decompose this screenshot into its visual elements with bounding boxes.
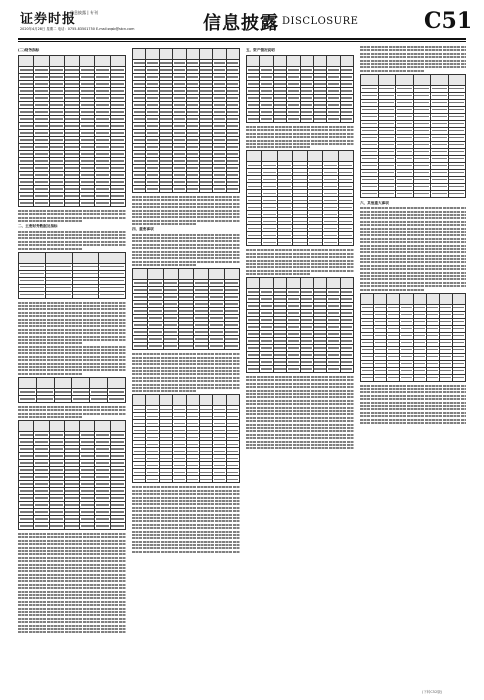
column-heading: 四、重要事项: [132, 227, 154, 232]
text-line: [18, 356, 126, 358]
text-line: [132, 497, 240, 499]
text-line: [18, 237, 126, 239]
text-line: [246, 437, 354, 439]
text-line: [246, 140, 354, 142]
text-line: [18, 587, 126, 589]
text-line: [360, 278, 466, 280]
text-line: [18, 621, 126, 623]
text-line: [18, 352, 126, 354]
text-line: [18, 332, 126, 334]
data-table: [360, 74, 466, 198]
text-line: [18, 543, 126, 545]
text-line: [246, 266, 354, 268]
text-line: [18, 553, 126, 555]
text-line: [18, 560, 126, 562]
text-line: [132, 220, 240, 222]
text-line: [360, 408, 466, 410]
text-line: [360, 422, 466, 424]
text-line: [132, 527, 240, 529]
text-line: [132, 203, 240, 205]
text-line: [246, 430, 354, 432]
financial-table: [18, 55, 126, 207]
masthead: [0, 0, 484, 44]
text-line: [132, 199, 240, 201]
text-line: [18, 308, 126, 310]
text-line: [360, 241, 466, 243]
text-line: [360, 265, 466, 267]
data-table: [18, 420, 126, 530]
text-line: [18, 359, 126, 361]
text-line: [132, 490, 240, 492]
text-line: [246, 403, 354, 405]
text-line: [246, 417, 354, 419]
text-line: [360, 228, 466, 230]
text-line: [18, 349, 126, 351]
text-line: [18, 604, 126, 606]
text-line: [246, 376, 354, 378]
text-line: [18, 611, 126, 613]
text-line: [246, 407, 354, 409]
text-line: [132, 384, 240, 386]
text-line: [18, 241, 126, 243]
text-line: [132, 234, 240, 236]
text-line: [360, 234, 466, 236]
text-line: [18, 315, 126, 317]
text-line: [132, 380, 240, 382]
text-line: [360, 60, 466, 62]
text-line: [18, 594, 126, 596]
text-line: [360, 391, 466, 393]
text-line: [18, 536, 126, 538]
data-table: [132, 268, 240, 350]
text-line: [18, 220, 83, 222]
text-line: [18, 213, 126, 215]
text-line: [132, 357, 240, 359]
text-line: [18, 416, 83, 418]
text-line: [18, 533, 126, 535]
text-line: [246, 383, 354, 385]
text-line: [132, 544, 240, 546]
text-line: [132, 244, 240, 246]
data-table: [246, 55, 354, 123]
text-line: [18, 570, 126, 572]
column-heading: 六、其他重大事项: [360, 200, 389, 205]
text-line: [360, 211, 466, 213]
text-line: [132, 507, 240, 509]
text-line: [360, 214, 466, 216]
text-line: [18, 336, 126, 338]
page-number: C51: [424, 8, 473, 34]
text-line: [360, 49, 466, 51]
data-table: [18, 377, 126, 403]
newspaper-logo: 证券时报: [20, 12, 77, 27]
text-line: [132, 520, 240, 522]
text-line: [18, 540, 126, 542]
text-line: [246, 441, 354, 443]
text-line: [246, 126, 354, 128]
text-line: [18, 366, 126, 368]
text-line: [360, 388, 466, 390]
text-line: [360, 221, 466, 223]
text-line: [132, 500, 240, 502]
text-line: [132, 223, 197, 225]
text-line: [18, 580, 126, 582]
text-line: [132, 373, 240, 375]
text-line: [360, 268, 466, 270]
text-line: [132, 493, 240, 495]
text-line: [18, 564, 126, 566]
text-line: [360, 405, 466, 407]
text-line: [132, 254, 240, 256]
text-line: [18, 631, 126, 633]
text-line: [18, 369, 126, 371]
text-line: [18, 231, 126, 233]
column-heading: (二)财务指标: [18, 48, 40, 52]
text-line: [246, 424, 354, 426]
text-line: [18, 319, 126, 321]
text-line: [18, 312, 126, 314]
column-3: [246, 46, 354, 686]
text-line: [132, 196, 240, 198]
data-table: [132, 394, 240, 483]
text-line: [18, 413, 126, 415]
text-line: [132, 541, 240, 543]
text-line: [132, 387, 240, 389]
text-line: [246, 256, 354, 258]
text-line: [18, 625, 126, 627]
text-line: [360, 289, 424, 291]
text-line: [132, 531, 240, 533]
text-line: [18, 217, 126, 219]
text-line: [18, 597, 126, 599]
text-line: [360, 53, 466, 55]
text-line: [246, 253, 354, 255]
text-line: [132, 261, 240, 263]
text-line: [18, 325, 126, 327]
data-table: [360, 293, 466, 382]
text-line: [18, 618, 126, 620]
masthead-rule: [18, 38, 466, 40]
text-line: [246, 444, 354, 446]
dateline: 2020年4月28日 星期二 电话：0755-83501750 E-mail:zqsb@stcn.com: [20, 27, 135, 31]
text-line: [132, 363, 240, 365]
text-line: [132, 370, 240, 372]
text-line: [132, 210, 240, 212]
text-line: [246, 263, 354, 265]
column-2: [132, 46, 240, 686]
text-line: [360, 46, 466, 48]
text-line: [132, 537, 240, 539]
text-line: [360, 224, 466, 226]
text-line: [18, 567, 126, 569]
section-title: 信息披露: [203, 13, 279, 34]
text-line: [18, 210, 126, 212]
text-line: [18, 574, 126, 576]
text-line: [246, 400, 354, 402]
continued-note: (下转C52版): [422, 690, 443, 694]
text-line: [132, 524, 240, 526]
text-line: [246, 249, 354, 251]
text-line: [18, 557, 126, 559]
text-line: [132, 206, 240, 208]
text-line: [246, 270, 354, 272]
masthead-rule-thin: [18, 41, 466, 42]
text-line: [18, 248, 83, 250]
data-table: [246, 150, 354, 246]
text-line: [18, 346, 126, 348]
text-line: [246, 133, 354, 135]
text-line: [246, 413, 354, 415]
text-line: [132, 367, 240, 369]
text-line: [18, 601, 126, 603]
text-line: [132, 390, 197, 392]
text-line: [246, 390, 354, 392]
text-line: [360, 402, 466, 404]
text-line: [246, 434, 354, 436]
text-line: [132, 251, 240, 253]
logo-subtitle: 信息披露 | 专刊: [70, 10, 98, 15]
text-line: [360, 398, 466, 400]
text-line: [360, 245, 466, 247]
text-line: [132, 216, 240, 218]
text-line: [246, 143, 354, 145]
text-line: [360, 70, 424, 72]
text-line: [360, 272, 466, 274]
text-line: [246, 136, 354, 138]
column-heading: 五、资产情况说明: [246, 48, 275, 52]
text-line: [132, 486, 240, 488]
text-line: [18, 305, 126, 307]
text-line: [360, 66, 466, 68]
text-line: [18, 302, 126, 304]
text-line: [246, 393, 354, 395]
text-line: [360, 419, 466, 421]
text-line: [246, 410, 354, 412]
text-line: [360, 282, 466, 284]
column-1: [18, 46, 126, 686]
text-line: [132, 237, 240, 239]
text-line: [246, 260, 354, 262]
text-line: [18, 608, 126, 610]
data-table: [18, 252, 126, 299]
text-line: [132, 547, 240, 549]
text-line: [360, 238, 466, 240]
text-line: [18, 329, 126, 331]
text-line: [360, 275, 466, 277]
section-title-english: DISCLOSURE: [282, 16, 359, 27]
data-table: [132, 48, 240, 193]
text-line: [132, 517, 240, 519]
column-4: [360, 46, 466, 686]
text-line: [360, 261, 466, 263]
text-line: [360, 251, 466, 253]
text-line: [18, 591, 126, 593]
text-line: [132, 377, 240, 379]
text-line: [18, 373, 83, 375]
text-line: [18, 547, 126, 549]
text-line: [360, 56, 466, 58]
text-line: [360, 285, 466, 287]
text-line: [360, 231, 466, 233]
text-line: [246, 273, 311, 275]
text-line: [18, 584, 126, 586]
text-line: [246, 386, 354, 388]
text-line: [246, 420, 354, 422]
text-line: [132, 264, 197, 266]
text-line: [360, 258, 466, 260]
text-line: [18, 577, 126, 579]
text-line: [246, 129, 354, 131]
text-line: [246, 447, 354, 449]
text-line: [360, 217, 466, 219]
text-line: [18, 342, 83, 344]
text-line: [360, 415, 466, 417]
column-heading: 二、主要财务数据及指标: [18, 224, 58, 229]
text-line: [132, 247, 240, 249]
text-line: [18, 339, 126, 341]
text-line: [360, 255, 466, 257]
text-line: [18, 614, 126, 616]
text-line: [18, 363, 126, 365]
text-line: [18, 322, 126, 324]
text-line: [360, 207, 466, 209]
text-line: [132, 360, 240, 362]
text-line: [18, 550, 126, 552]
text-line: [246, 427, 354, 429]
text-line: [132, 257, 240, 259]
text-line: [132, 534, 240, 536]
text-line: [18, 244, 126, 246]
text-line: [18, 406, 126, 408]
text-line: [18, 234, 126, 236]
text-line: [246, 379, 354, 381]
text-line: [246, 396, 354, 398]
text-line: [360, 395, 466, 397]
text-line: [360, 63, 466, 65]
text-line: [360, 248, 466, 250]
text-line: [132, 551, 240, 553]
text-line: [246, 146, 311, 148]
text-line: [132, 213, 240, 215]
text-line: [18, 628, 126, 630]
text-line: [132, 514, 240, 516]
text-line: [132, 240, 240, 242]
text-line: [132, 510, 240, 512]
text-line: [132, 503, 240, 505]
text-line: [360, 385, 466, 387]
text-line: [360, 412, 466, 414]
text-line: [132, 353, 240, 355]
data-table: [246, 277, 354, 373]
text-line: [18, 409, 126, 411]
